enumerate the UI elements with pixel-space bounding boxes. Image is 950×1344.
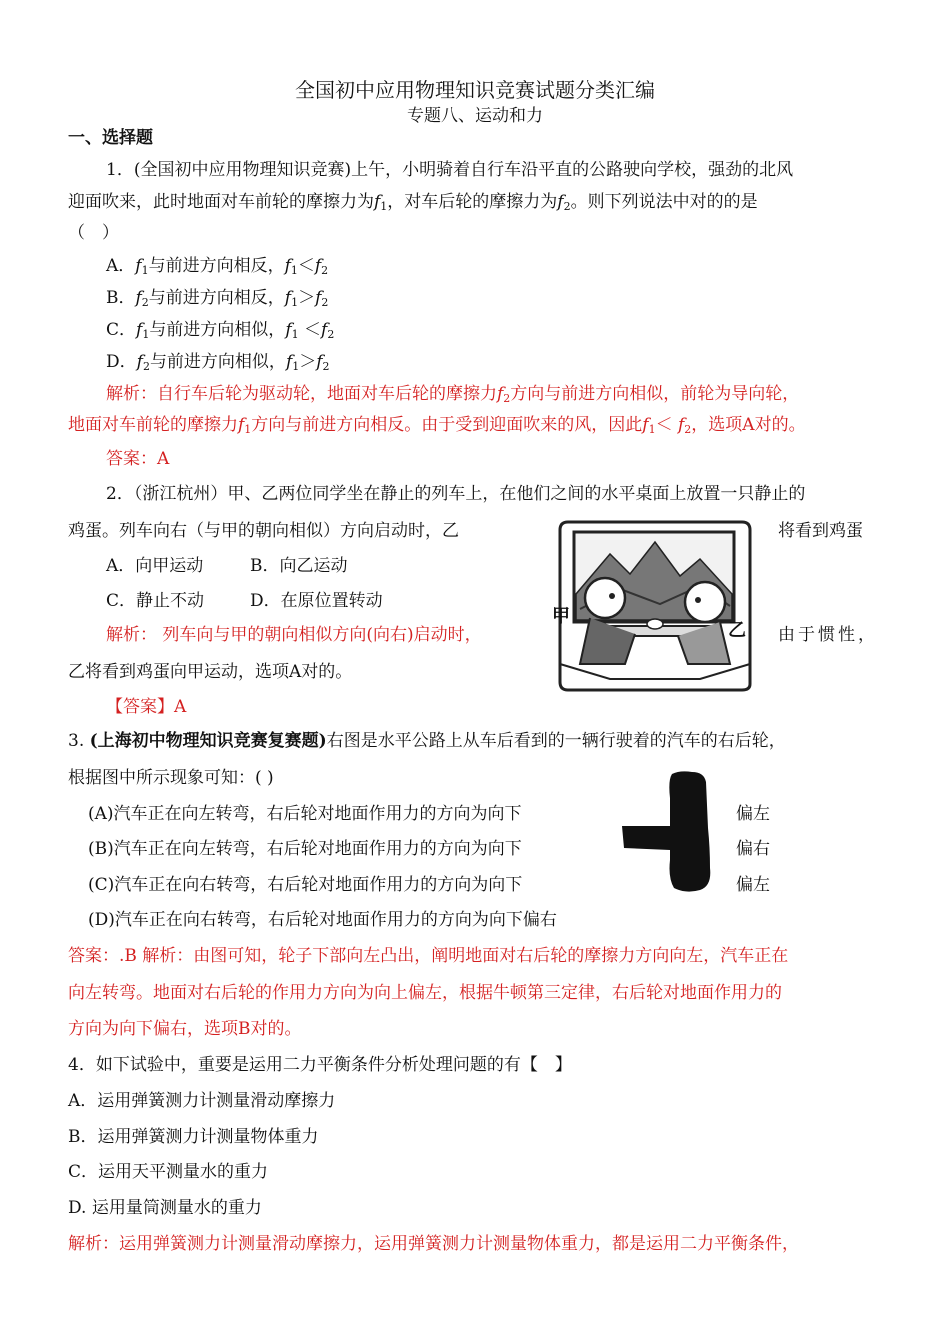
q3-analysis-line3: 方向为向下偏右，选项B对的。	[68, 1019, 302, 1039]
q1-stem-line1: 1．(全国初中应用物理知识竞赛)上午，小明骑着自行车沿平直的公路驶向学校，强劲的北风	[106, 160, 794, 180]
q4-analysis-line1: 解析：运用弹簧测力计测量滑动摩擦力，运用弹簧测力计测量物体重力，都是运用二力平衡条件，	[68, 1234, 799, 1254]
q1-option-c: C．$f_1$与前进方向相似，$f_1 <f_2$	[106, 320, 335, 341]
q2-option-d: D．在原位置转动	[250, 591, 383, 611]
q2-stem-line2a: 鸡蛋。列车向右（与甲的朝向相似）方向启动时，乙	[68, 521, 459, 541]
q2-answer: 【答案】A	[106, 697, 187, 717]
q1-blank: （ ）	[68, 223, 119, 243]
q3-analysis-line2: 向左转弯。地面对右后轮的作用力方向为向上偏左，根据牛顿第三定律，右后轮对地面作用力的	[68, 983, 782, 1003]
page-subtitle: 专题八、运动和力	[407, 106, 543, 126]
q3-option-a-tail: 偏左	[736, 804, 770, 824]
q2-analysis-line2: 乙将看到鸡蛋向甲运动，选项A对的。	[68, 662, 353, 682]
q4-option-c: C．运用天平测量水的重力	[68, 1162, 269, 1182]
q3-option-c: (C)汽车正在向右转弯，右后轮对地面作用力的方向为向下	[88, 875, 523, 895]
q2-analysis-line1a: 解析： 列车向与甲的朝向相似方向(向右)启动时，	[106, 625, 482, 645]
label-yi: 乙	[728, 620, 746, 641]
q3-option-a: (A)汽车正在向左转弯，右后轮对地面作用力的方向为向下	[88, 804, 522, 824]
person-yi-head	[685, 582, 725, 622]
q2-option-a: A．向甲运动	[106, 556, 204, 576]
q4-stem: 4．如下试验中，重要是运用二力平衡条件分析处理问题的有【 】	[68, 1055, 572, 1075]
q1-stem-line2: 迎面吹来，此时地面对车前轮的摩擦力为$f_1$，对车后轮的摩擦力为$f_2$。则下列说法中对的的是	[68, 192, 758, 213]
egg	[647, 619, 663, 629]
q1-option-b: B．$f_2$与前进方向相反，$f_1>f_2$	[106, 288, 329, 309]
q1-option-a: A．$f_1$与前进方向相反，$f_1<f_2$	[106, 256, 329, 277]
q4-option-b: B．运用弹簧测力计测量物体重力	[68, 1127, 319, 1147]
q4-option-d: D. 运用量筒测量水的重力	[68, 1198, 262, 1218]
q1-option-d: D．$f_2$与前进方向相似，$f_1>f_2$	[106, 352, 330, 373]
q3-option-d: (D)汽车正在向右转弯，右后轮对地面作用力的方向为向下偏右	[88, 910, 557, 930]
q3-stem-line2: 根据图中所示现象可知：( )	[68, 768, 274, 788]
wheel-figure	[620, 768, 716, 894]
page-title: 全国初中应用物理知识竞赛试题分类汇编	[295, 78, 655, 102]
q3-option-b: (B)汽车正在向左转弯，右后轮对地面作用力的方向为向下	[88, 839, 522, 859]
q2-stem-line1: 2．（浙江杭州）甲、乙两位同学坐在静止的列车上，在他们之间的水平桌面上放置一只静止的	[106, 484, 806, 504]
q3-option-b-tail: 偏右	[736, 839, 770, 859]
q1-analysis-line2: 地面对车前轮的摩擦力$f_1$方向与前进方向相反。由于受到迎面吹来的风，因此$f_1< f_2$，选项A对的。	[68, 415, 806, 436]
q1-analysis-line1: 解析：自行车后轮为驱动轮，地面对车后轮的摩擦力$f_2$方向与前进方向相似，前轮为导向轮，	[106, 384, 800, 405]
q3-stem-line1: 3. (上海初中物理知识竞赛复赛题)右图是水平公路上从车后看到的一辆行驶着的汽车的右后轮，	[68, 731, 786, 751]
q3-analysis-line1: 答案：.B 解析：由图可知，轮子下部向左凸出，阐明地面对右后轮的摩擦力方向向左，汽车正在	[68, 946, 789, 966]
q2-stem-line2b: 将看到鸡蛋	[778, 521, 863, 541]
q2-analysis-line1b: 由于惯性，	[778, 625, 878, 645]
q2-option-b: B．向乙运动	[250, 556, 348, 576]
wheel-silhouette	[622, 771, 710, 891]
q2-option-c: C．静止不动	[106, 591, 205, 611]
person-jia-head	[585, 578, 625, 618]
train-cartoon-figure	[550, 514, 760, 692]
label-jia: 甲	[552, 606, 570, 627]
q3-option-c-tail: 偏左	[736, 875, 770, 895]
section-heading: 一、选择题	[68, 128, 153, 148]
q1-answer: 答案：A	[106, 449, 170, 469]
q4-option-a: A．运用弹簧测力计测量滑动摩擦力	[68, 1091, 336, 1111]
